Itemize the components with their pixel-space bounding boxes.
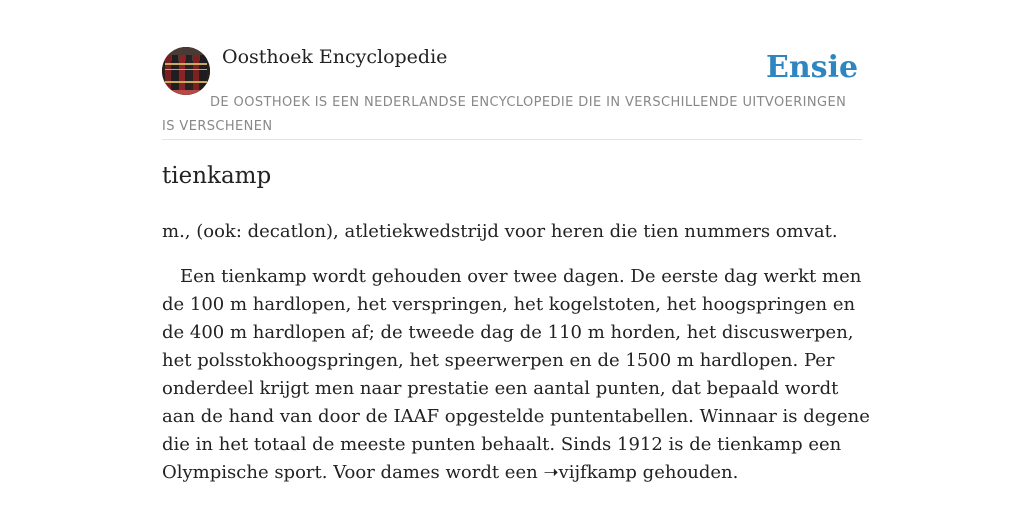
entry-body xyxy=(162,263,872,487)
entry-definition: m., (ook: decatlon), atletiekwedstrijd voor heren die tien nummers omvat. xyxy=(162,221,838,242)
entry-body-end: gehouden. xyxy=(642,462,739,483)
cross-reference-label: vijfkamp xyxy=(558,462,637,483)
book-spines-icon xyxy=(162,47,210,95)
site-tagline: DE OOSTHOEK IS EEN NEDERLANDSE ENCYCLOPEDIE DIE IN VERSCHILLENDE UITVOERINGEN IS VERSCHENEN xyxy=(162,95,847,134)
entry-title: tienkamp xyxy=(162,163,272,189)
arrow-right-icon: ➝ xyxy=(543,462,559,483)
brand-logo-link[interactable]: Ensie xyxy=(766,50,859,85)
header-divider xyxy=(162,139,862,140)
avatar[interactable] xyxy=(162,47,210,95)
cross-reference-link-vijfkamp[interactable] xyxy=(543,462,637,483)
entry-body-text: Een tienkamp wordt gehouden over twee dagen. De eerste dag werkt men de 100 m hardlopen, het verspringen, het kogelstoten, het hoogspringen en de 400 m hardlopen af; de tweede dag de 110 m horden, het discuswerpen, het polsstokhoogspringen, het speerwerpen en de 1500 m hardlopen. Per onderdeel krijgt men naar prestatie een aantal punten, dat bepaald wordt aan de hand van door de IAAF opgestelde puntentabellen. Winnaar is degene die in het totaal de meeste punten behaalt. Sinds 1912 is de tienkamp een Olympische sport. Voor dames wordt een xyxy=(162,266,870,483)
site-name[interactable]: Oosthoek Encyclopedie xyxy=(222,46,448,68)
